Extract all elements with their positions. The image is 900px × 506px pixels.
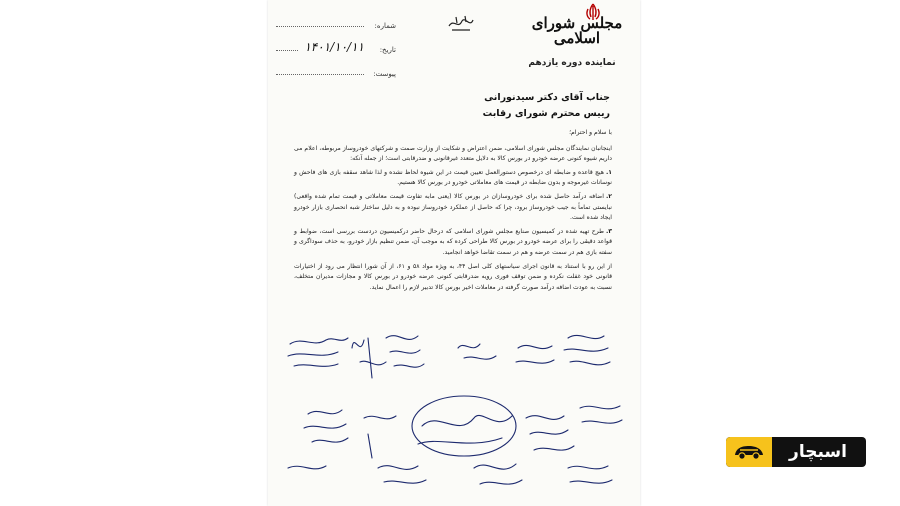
- logo-mark: [726, 437, 772, 467]
- addressee: [380, 90, 610, 122]
- org-subtitle: نماینده دوره یازدهم: [528, 58, 616, 68]
- logo-text: اسبچار: [789, 442, 847, 462]
- list-item: [294, 192, 612, 224]
- signatures-area: [268, 318, 640, 506]
- date-line: [276, 49, 298, 51]
- salutation: با سلام و احترام؛: [569, 129, 612, 136]
- calligraphy-mark-icon: [446, 12, 476, 34]
- item-text: اضافه درآمد حاصل شده برای خودروسازان در بورس کالا (یعنی مابه تفاوت قیمت معاملاتی و قیمت تمام شده واقعی) نبایستی تماماً به جیب خودروساز برود، چرا که حاصل از عملکرد خودروساز نبوده و به دلیل ساختار شبه انحصاری بازار خودرو ایجاد شده است.: [294, 192, 612, 222]
- closing-paragraph: از این رو با استناد به قانون اجرای سیاستهای کلی اصل ۴۴، به ویژه مواد ۵۸ و ۶۱، از آن شورا انتظار می رود از اختیارات قانونی خود غفلت نکرده و ضمن توقف فوری رویه ضدرقابتی کنونی عرضه خودرو در بورس کالا و مجازات مدیران متخلف، نسبت به عودت اضافه درآمد صورت گرفته در معاملات اخیر بورس کالا تدبیر لازم را اعمال نماید.: [294, 262, 612, 291]
- letterhead: [268, 0, 640, 80]
- org-name: مجلس شورای اسلامی: [531, 14, 623, 47]
- item-text: طرح تهیه شده در کمیسیون صنایع مجلس شورای اسلامی که درحال حاضر درکمیسیون دردست بررسی است، ضوابط و قواعد دقیقی را برای عرضه خودرو در بورس کالا طراحی کرده که به موجب آن، ضمن تنظیم بازار خودرو، به حذف سوداگری و سفته بازی هم در سمت عرضه و هم در سمت تقاضا خواهد انجامید.: [294, 227, 612, 256]
- attachment-line: [276, 73, 364, 75]
- item-number: ۳.: [605, 227, 612, 235]
- list-item: [294, 227, 612, 259]
- item-number: ۲.: [605, 192, 612, 200]
- item-text: هیچ قاعده و ضابطه ای درخصوص دستورالعمل تعیین قیمت در این شیوه لحاظ نشده و لذا شاهد سقفه بازی های فاحش و نوسانات غیرموجه و بدون ضابطه در قیمت های معاملاتی خودرو در بورس کالا هستیم.: [294, 168, 612, 187]
- number-line: [276, 25, 364, 27]
- date-row: [276, 30, 396, 54]
- letter-page: [268, 0, 640, 506]
- letter-meta: [276, 6, 396, 78]
- list-item: [294, 168, 612, 189]
- date-label: تاریخ:: [379, 46, 396, 54]
- addressee-name: جناب آقای دکتر سیدنورانی: [484, 92, 610, 103]
- date-value: ۱۴۰۱/۱۰/۱۱: [304, 40, 364, 54]
- attachment-row: [276, 54, 396, 78]
- item-number: ۱.: [605, 168, 612, 176]
- addressee-title: رییس محترم شورای رقابت: [482, 108, 610, 119]
- letter-body: [294, 128, 612, 296]
- brand-logo: [726, 437, 866, 467]
- number-row: [276, 6, 396, 30]
- attachment-label: پیوست:: [373, 70, 396, 78]
- handwritten-signatures: [268, 318, 640, 506]
- car-logo-icon: [732, 442, 766, 462]
- number-label: شماره:: [374, 22, 396, 30]
- intro-paragraph: اینجانبان نمایندگان مجلس شورای اسلامی، ضمن اعتراض و شکایت از وزارت صمت و شرکتهای خودروساز مربوطه، اعلام می داریم شیوه کنونی عرضه خودرو در بورس کالا به دلایل متعدد غیرقانونی و ضدرقابتی است؛ از جمله آنکه:: [294, 144, 612, 163]
